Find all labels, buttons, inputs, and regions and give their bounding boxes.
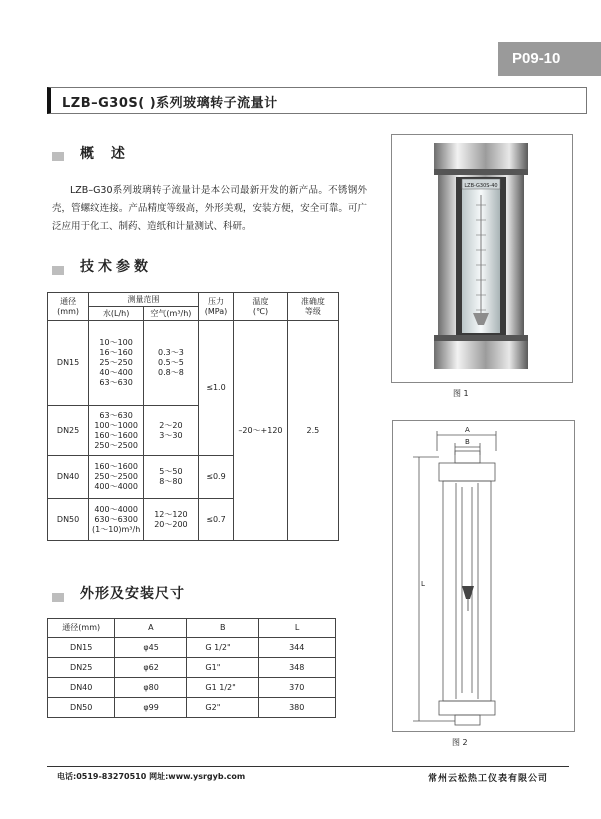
water-range: 63～630 100～1000 160～1600 250～2500 [89,406,144,456]
header-pressure: 压力 (MPa) [198,293,233,321]
water-range: 160～1600 250～2500 400～4000 [89,456,144,499]
label-b: B [465,438,470,446]
air-range: 12～120 20～200 [144,499,199,541]
header-accuracy: 准确度 等级 [287,293,338,321]
water-range: 10～100 16～160 25～250 40～400 63～630 [89,321,144,406]
footer-contact: 电话:0519-83270510 网址:www.ysrgyb.com [57,772,246,781]
page-title: LZB–G30S( )系列玻璃转子流量计 [62,96,278,111]
row-dn: DN25 [48,406,89,456]
dims-row: DN40 φ80 G1 1/2" 370 [48,678,336,698]
footer-divider [47,766,569,767]
dims-row: DN15 φ45 G 1/2" 344 [48,638,336,658]
figure-2-frame [392,420,575,732]
overview-heading: 概 述 [80,146,131,162]
temp-value: –20～+120 [234,321,288,541]
pressure-value: ≤1.0 [198,321,233,456]
header-water: 水(L/h) [89,307,144,321]
pressure-value: ≤0.7 [198,499,233,541]
dims-table [47,618,336,718]
device-label: LZB-G30S-40 [464,183,498,189]
dims-row: DN25 φ62 G1" 348 [48,658,336,678]
spec-table [47,292,339,541]
dims-header-b: B [187,619,259,638]
figure-1-frame [391,134,573,383]
overview-text: LZB–G30系列玻璃转子流量计是本公司最新开发的新产品。不锈钢外壳，管螺纹连接。产品精度等级高，外形美观，安装方便，安全可靠。可广泛应用于化工、制药、造纸和计量测试、科研。 [52,185,367,232]
tech-heading: 技术参数 [80,259,152,275]
row-dn: DN40 [48,456,89,499]
figure-1-caption: 图 1 [453,389,469,398]
section-marker [52,266,64,275]
row-dn: DN50 [48,499,89,541]
header-air: 空气(m³/h) [144,307,199,321]
air-range: 2～20 3～30 [144,406,199,456]
header-temp: 温度 (℃) [234,293,288,321]
air-range: 5～50 8～80 [144,456,199,499]
water-range: 400～4000 630～6300 (1～10)m³/h [89,499,144,541]
page-number: P09-10 [512,50,561,67]
figure-2-caption: 图 2 [452,738,468,747]
accuracy-value: 2.5 [287,321,338,541]
dims-header-l: L [259,619,336,638]
header-diameter: 通径 (mm) [48,293,89,321]
footer-company: 常州云松热工仪表有限公司 [428,774,549,784]
pressure-value: ≤0.9 [198,456,233,499]
dims-row: DN50 φ99 G2" 380 [48,698,336,718]
dimension-drawing [393,421,574,731]
flowmeter-photo [392,135,572,382]
air-range: 0.3～3 0.5～5 0.8～8 [144,321,199,406]
label-l: L [421,580,425,588]
row-dn: DN15 [48,321,89,406]
label-a: A [465,426,470,434]
header-range: 测量范围 [89,293,199,307]
dims-header-a: A [115,619,187,638]
dims-heading: 外形及安装尺寸 [80,586,185,602]
section-marker [52,152,64,161]
dims-header-diameter: 通径(mm) [48,619,115,638]
section-marker [52,593,64,602]
